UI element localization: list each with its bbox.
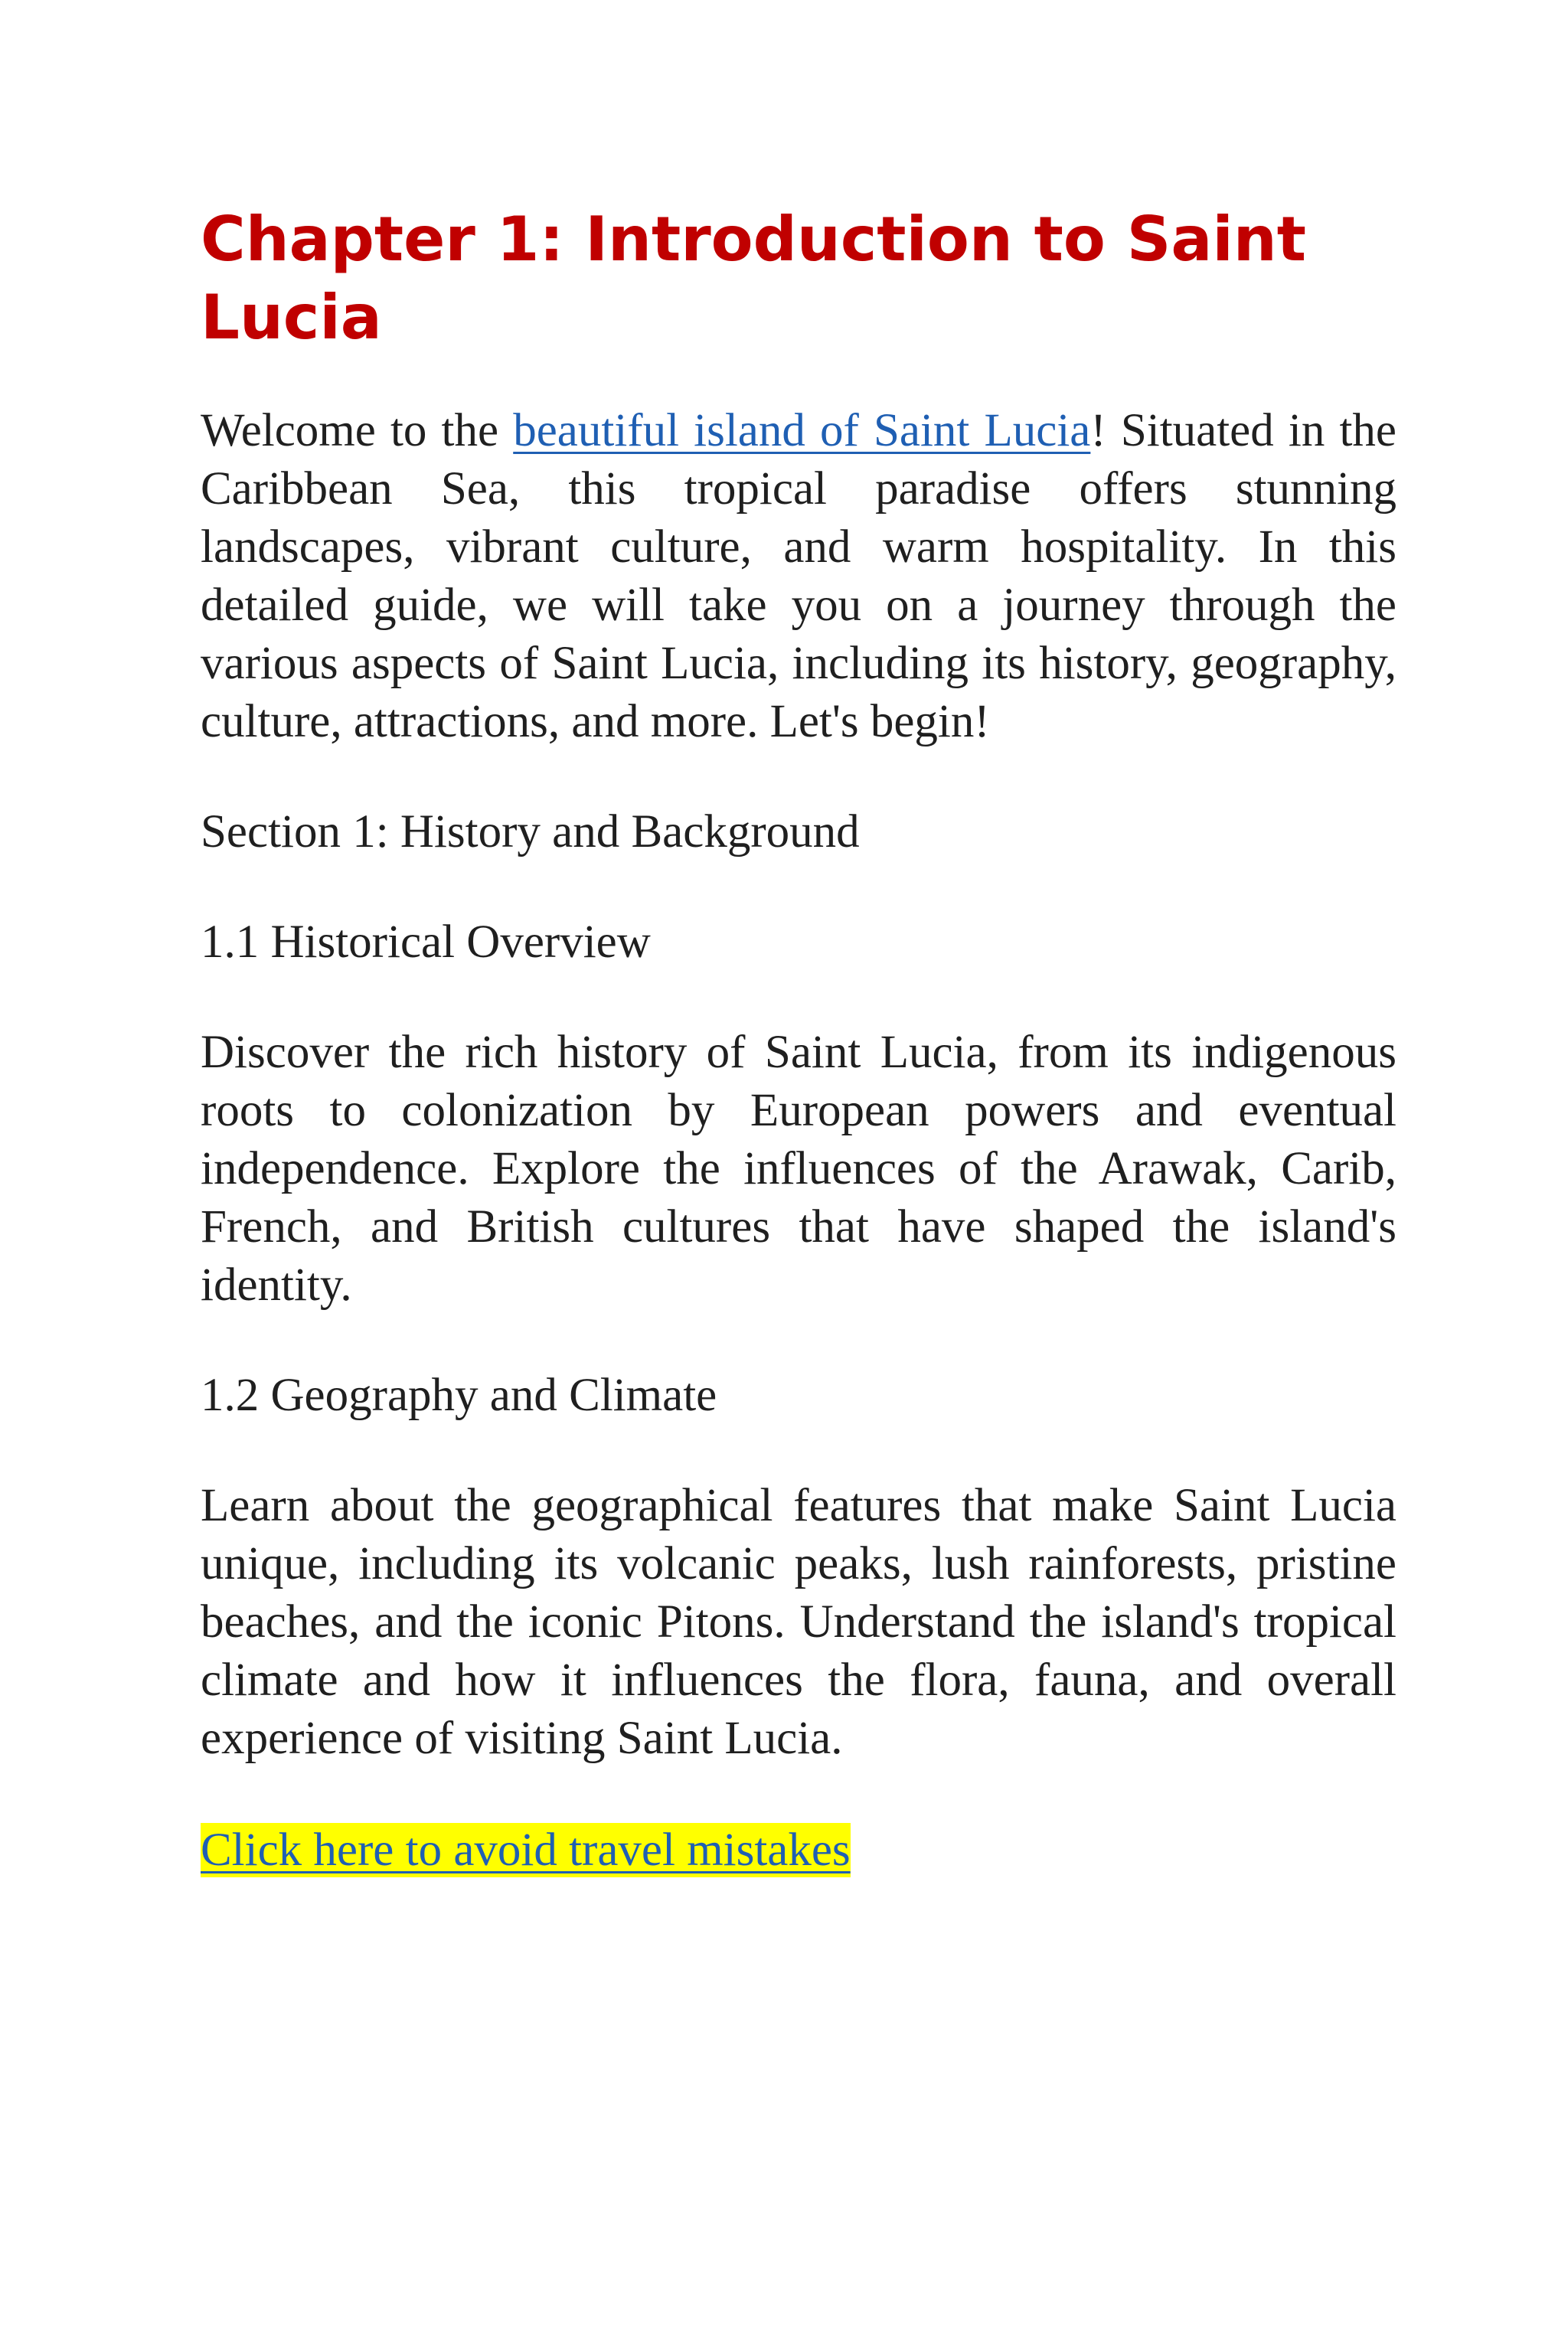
intro-paragraph bbox=[201, 402, 1396, 751]
geography-paragraph: Learn about the geographical features that make Saint Lucia unique, including its volcanic peaks, lush rainforests, pristine beaches, and the iconic Pitons. Understand the island's tropical climate and how it influences the flora, fauna, and overall experience of visiting Saint Lucia. bbox=[201, 1480, 1396, 1764]
overview-paragraph: Discover the rich history of Saint Lucia, from its indigenous roots to colonization by European powers and eventual independence. Explore the influences of the Arawak, Carib, French, and British cultures that have shaped the island's identity. bbox=[201, 1027, 1396, 1311]
intro-text-end: ! Situated in the Caribbean Sea, this tropical paradise offers stunning landscapes, vibrant culture, and warm hospitality. In this detailed guide, we will take you on a journey through the various aspects of Saint Lucia, including its history, geography, culture, attractions, and more. Let's begin! bbox=[201, 405, 1397, 747]
saint-lucia-link[interactable]: beautiful island of Saint Lucia bbox=[513, 405, 1091, 456]
section-heading: Section 1: History and Background bbox=[201, 806, 860, 858]
subsection-heading-geography: 1.2 Geography and Climate bbox=[201, 1370, 717, 1421]
cta-container bbox=[201, 1821, 1396, 1880]
travel-mistakes-link[interactable]: Click here to avoid travel mistakes bbox=[201, 1824, 851, 1876]
subsection-heading-overview: 1.1 Historical Overview bbox=[201, 916, 651, 968]
document-page bbox=[201, 201, 1396, 1880]
intro-text-start: Welcome to the bbox=[201, 405, 514, 456]
chapter-title: Chapter 1: Introduction to Saint Lucia bbox=[201, 204, 1306, 353]
